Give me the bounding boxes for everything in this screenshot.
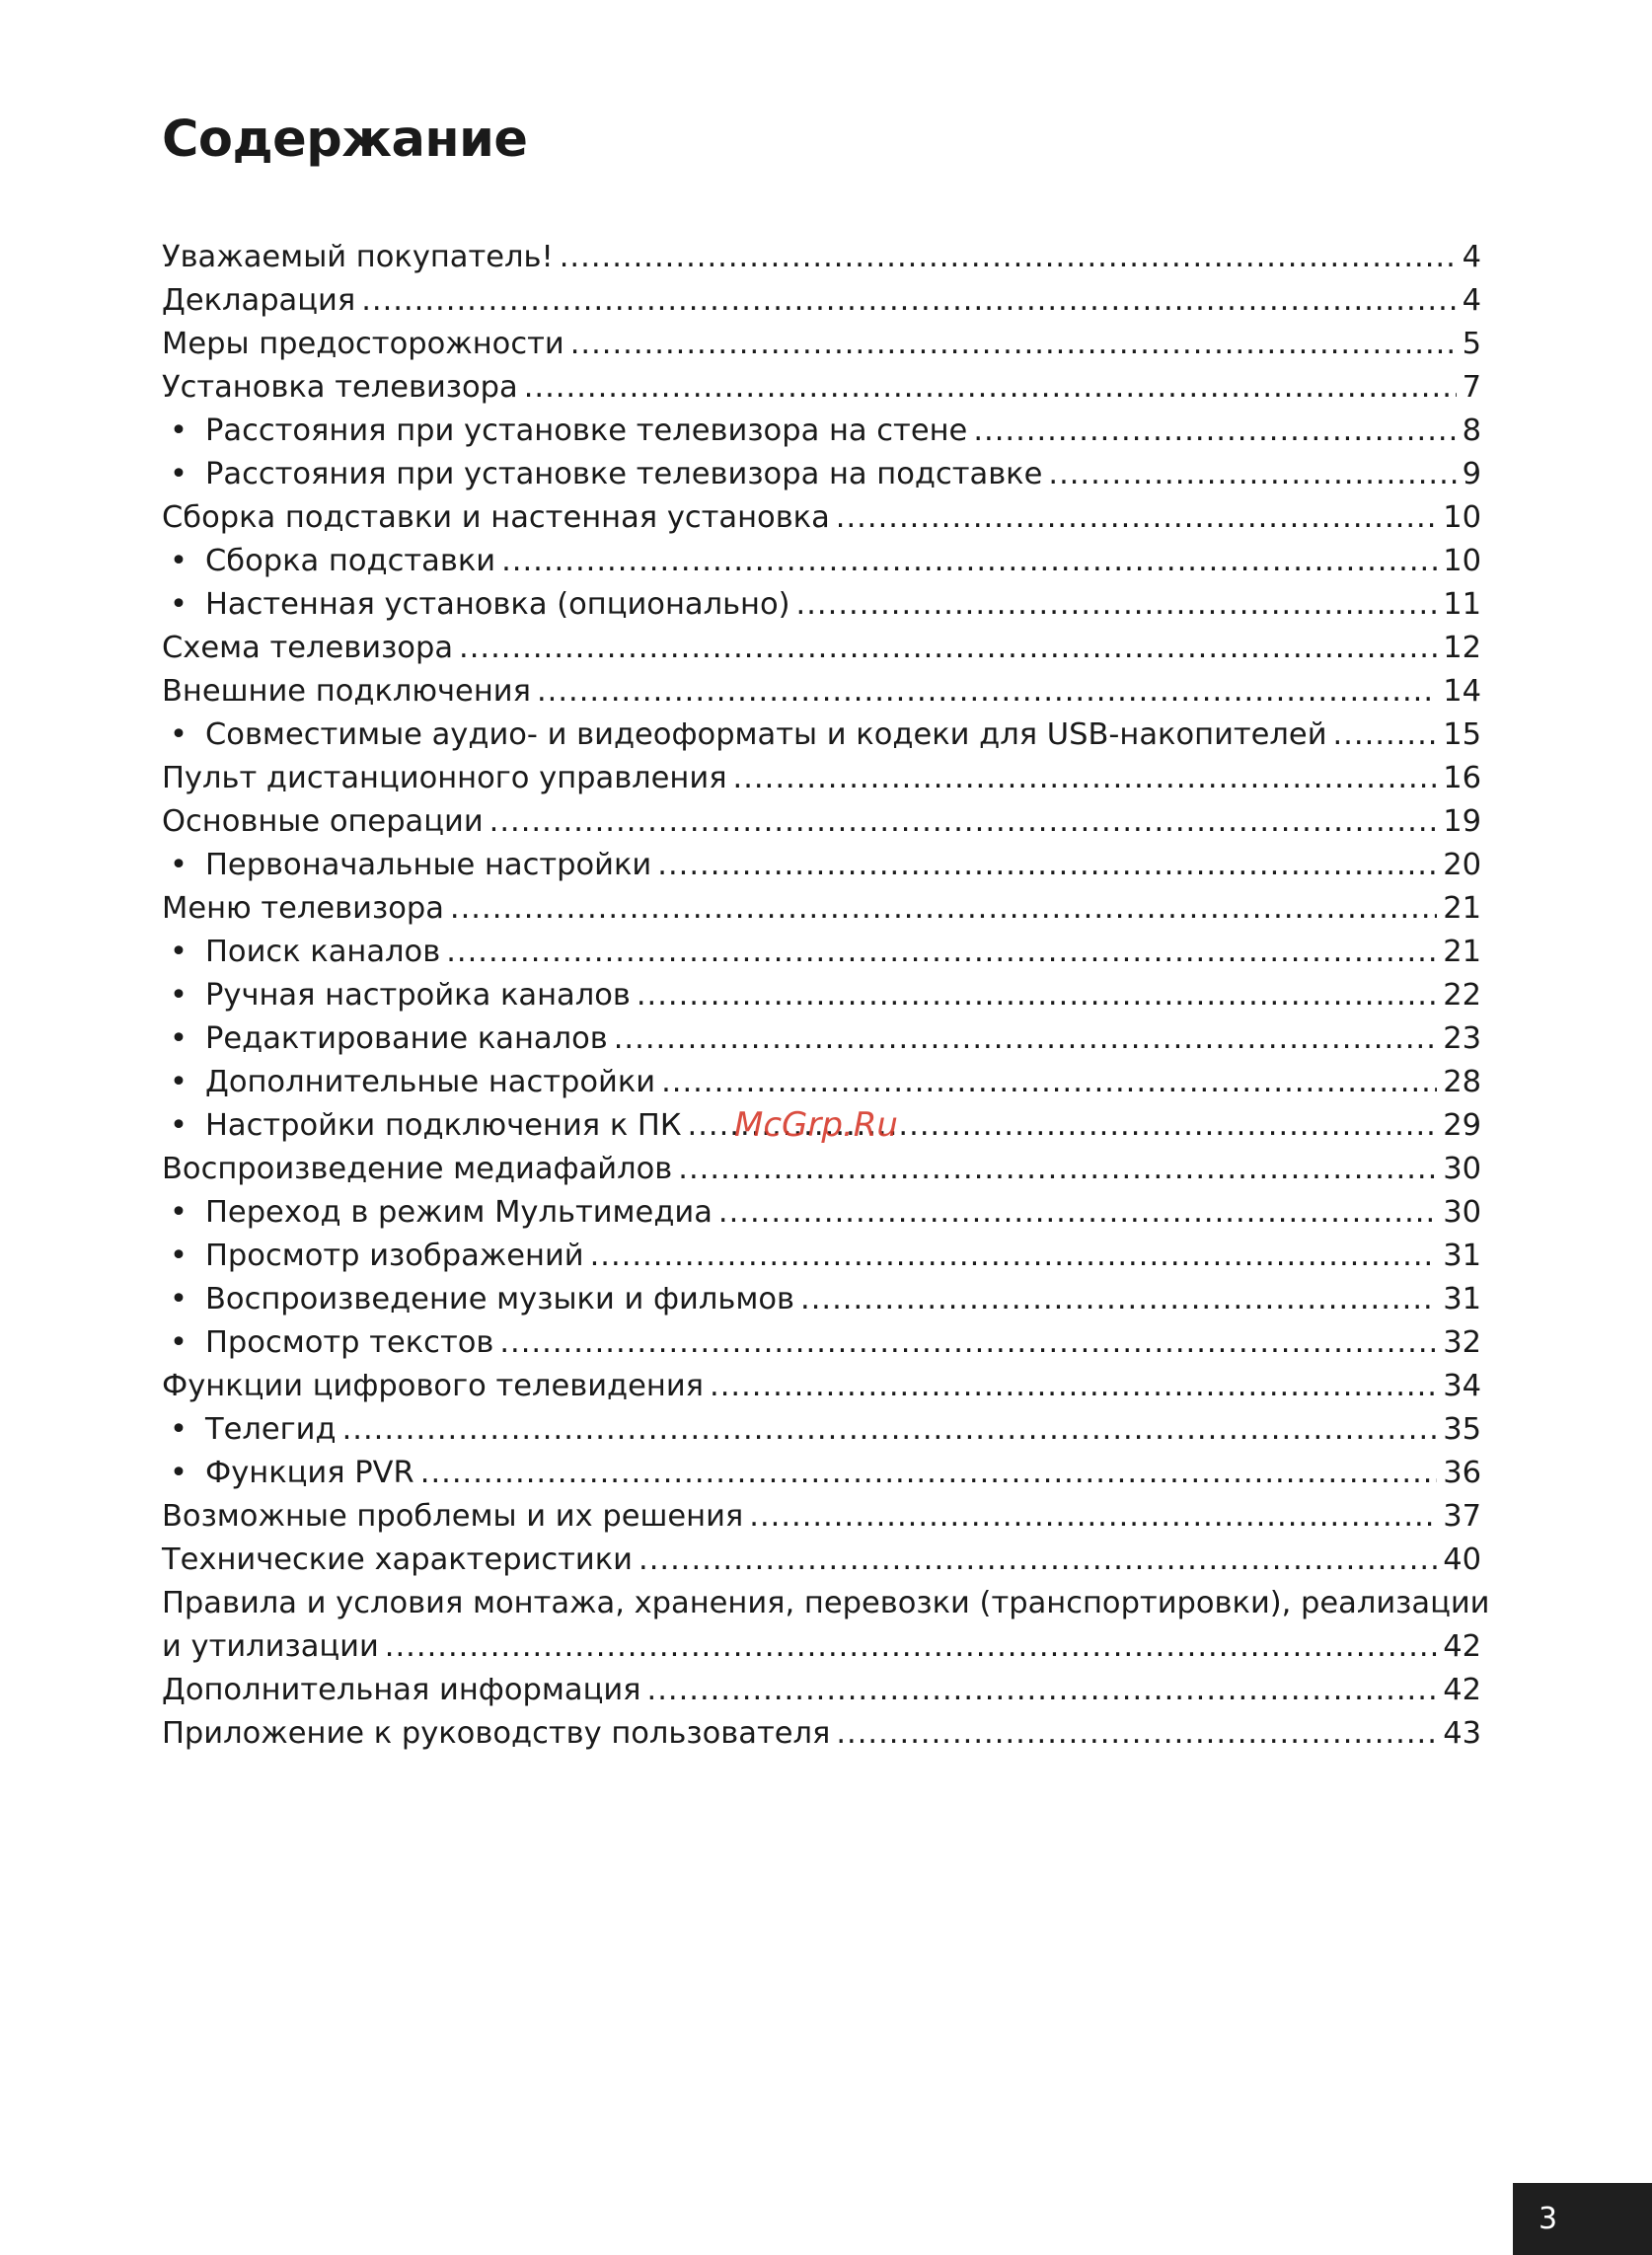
dot-leader (638, 1539, 1437, 1582)
dot-leader (342, 1408, 1438, 1452)
toc-entry[interactable] (162, 1582, 1490, 1625)
toc-page-number: 36 (1443, 1456, 1481, 1490)
table-of-contents (162, 236, 1490, 1756)
dot-leader (661, 1061, 1437, 1104)
toc-entry[interactable] (162, 757, 1481, 800)
toc-subentry[interactable] (162, 583, 1481, 627)
toc-entry[interactable] (162, 1712, 1481, 1756)
toc-entry-text: Меню телевизора (162, 891, 444, 926)
toc-entry-label (162, 1582, 1490, 1625)
dot-leader (800, 1278, 1437, 1321)
dot-leader (570, 323, 1457, 366)
toc-entry-text: Совместимые аудио- и видеоформаты и кодеки для USB-накопителей (205, 717, 1327, 752)
toc-entry-label (162, 974, 631, 1017)
toc-entry[interactable] (162, 1495, 1481, 1539)
toc-entry-text: Приложение к руководству пользователя (162, 1716, 831, 1751)
toc-page-number: 10 (1443, 544, 1481, 578)
toc-entry-label (162, 1104, 682, 1148)
toc-page-number: 32 (1443, 1325, 1481, 1360)
toc-page-number: 42 (1443, 1673, 1481, 1707)
toc-entry-label (162, 1539, 633, 1582)
bullet-icon: • (170, 1239, 188, 1273)
toc-page-number: 42 (1443, 1629, 1481, 1664)
bullet-icon: • (170, 1108, 188, 1143)
bullet-icon: • (170, 935, 188, 969)
bullet-icon: • (170, 1065, 188, 1099)
dot-leader (499, 1321, 1437, 1365)
toc-entry-label (162, 1712, 830, 1756)
toc-entry-text: Дополнительная информация (162, 1673, 641, 1707)
toc-entry-text: Технические характеристики (162, 1542, 633, 1577)
toc-page-number: 23 (1443, 1021, 1481, 1056)
bullet-icon: • (170, 1195, 188, 1230)
toc-subentry[interactable] (162, 714, 1481, 757)
dot-leader (733, 757, 1438, 800)
toc-page-number: 16 (1443, 761, 1481, 795)
toc-entry-label (162, 1625, 379, 1669)
dot-leader (647, 1669, 1438, 1712)
dot-leader (657, 844, 1437, 887)
toc-entry-text: Редактирование каналов (205, 1021, 608, 1056)
toc-page-number: 11 (1443, 587, 1481, 622)
toc-subentry[interactable] (162, 1408, 1481, 1452)
toc-entry[interactable] (162, 800, 1481, 844)
dot-leader (537, 670, 1437, 714)
toc-page-number: 31 (1443, 1282, 1481, 1316)
toc-page-number: 43 (1443, 1716, 1481, 1751)
dot-leader (718, 1191, 1437, 1235)
toc-page-number: 10 (1443, 500, 1481, 535)
toc-entry-label (162, 1452, 414, 1495)
dot-leader (678, 1148, 1437, 1191)
bullet-icon: • (170, 1325, 188, 1360)
toc-entry[interactable] (162, 279, 1481, 323)
toc-entry-text: Функция PVR (205, 1456, 414, 1490)
bullet-icon: • (170, 587, 188, 622)
toc-entry-label (162, 887, 444, 931)
toc-page-number: 12 (1443, 631, 1481, 665)
toc-entry[interactable] (162, 366, 1481, 410)
toc-entry-text: Настенная установка (опционально) (205, 587, 790, 622)
page-title: Содержание (162, 111, 528, 169)
bullet-icon: • (170, 457, 188, 491)
dot-leader (590, 1235, 1438, 1278)
toc-entry-label (162, 1669, 641, 1712)
toc-page-number: 28 (1443, 1065, 1481, 1099)
dot-leader (796, 583, 1438, 627)
toc-entry-text: Схема телевизора (162, 631, 454, 665)
dot-leader (637, 974, 1437, 1017)
toc-entry-label (162, 453, 1042, 496)
toc-entry-label (162, 931, 440, 974)
toc-subentry[interactable] (162, 410, 1481, 453)
dot-leader (973, 410, 1456, 453)
toc-page-number: 37 (1443, 1499, 1481, 1534)
toc-page-number: 19 (1443, 804, 1481, 839)
toc-entry[interactable] (162, 323, 1481, 366)
toc-subentry[interactable] (162, 931, 1481, 974)
toc-entry-label (162, 279, 355, 323)
toc-page-number: 9 (1462, 457, 1481, 491)
bullet-icon: • (170, 1282, 188, 1316)
toc-subentry[interactable] (162, 1235, 1481, 1278)
toc-page-number: 21 (1443, 891, 1481, 926)
dot-leader (836, 1712, 1437, 1756)
dot-leader (836, 496, 1437, 540)
toc-page-number: 40 (1443, 1542, 1481, 1577)
toc-entry-label (162, 757, 727, 800)
toc-entry[interactable] (162, 496, 1481, 540)
toc-subentry[interactable] (162, 1278, 1481, 1321)
toc-entry-text: Пульт дистанционного управления (162, 761, 727, 795)
toc-subentry[interactable] (162, 974, 1481, 1017)
toc-entry-label (162, 323, 564, 366)
toc-entry-text: Сборка подставки и настенная установка (162, 500, 830, 535)
toc-entry-label (162, 800, 484, 844)
toc-entry-text: Меры предосторожности (162, 327, 564, 361)
dot-leader (501, 540, 1437, 583)
toc-entry-label (162, 496, 830, 540)
toc-entry-text: Просмотр текстов (205, 1325, 494, 1360)
toc-entry-text: Воспроизведение медиафайлов (162, 1152, 673, 1186)
toc-page-number: 34 (1443, 1369, 1481, 1403)
toc-page-number: 29 (1443, 1108, 1481, 1143)
dot-leader (749, 1495, 1437, 1539)
toc-entry-label (162, 1408, 337, 1452)
bullet-icon: • (170, 848, 188, 882)
toc-subentry[interactable] (162, 1061, 1481, 1104)
toc-entry-text: Телегид (205, 1412, 337, 1447)
toc-page-number: 22 (1443, 978, 1481, 1013)
toc-subentry[interactable] (162, 453, 1481, 496)
dot-leader (524, 366, 1457, 410)
toc-entry-label (162, 1148, 672, 1191)
toc-page-number: 8 (1462, 413, 1481, 448)
toc-entry-text: Поиск каналов (205, 935, 441, 969)
toc-entry-text: Декларация (162, 283, 356, 318)
toc-entry-text: и утилизации (162, 1629, 379, 1664)
toc-entry-label (162, 1235, 584, 1278)
watermark: McGrp.Ru (734, 1105, 898, 1145)
toc-entry-label (162, 714, 1327, 757)
toc-page-number: 35 (1443, 1412, 1481, 1447)
toc-entry[interactable] (162, 1365, 1481, 1408)
toc-entry[interactable] (162, 1539, 1481, 1582)
toc-entry-text: Сборка подставки (205, 544, 496, 578)
toc-entry-text: Воспроизведение музыки и фильмов (205, 1282, 794, 1316)
toc-entry-text: Расстояния при установке телевизора на стене (205, 413, 968, 448)
toc-entry[interactable] (162, 236, 1481, 279)
toc-entry-text: Установка телевизора (162, 370, 518, 405)
toc-page-number: 31 (1443, 1239, 1481, 1273)
dot-leader (361, 279, 1456, 323)
toc-entry-text: Первоначальные настройки (205, 848, 652, 882)
toc-entry-text: Возможные проблемы и их решения (162, 1499, 744, 1534)
toc-entry-text: Дополнительные настройки (205, 1065, 656, 1099)
dot-leader (1333, 714, 1438, 757)
toc-page-number: 30 (1443, 1152, 1481, 1186)
toc-page-number: 30 (1443, 1195, 1481, 1230)
toc-entry[interactable] (162, 1625, 1481, 1669)
dot-leader (385, 1625, 1437, 1669)
toc-page-number: 15 (1443, 717, 1481, 752)
toc-entry-label (162, 1321, 493, 1365)
dot-leader (450, 887, 1437, 931)
bullet-icon: • (170, 1456, 188, 1490)
toc-page-number: 20 (1443, 848, 1481, 882)
toc-entry-label (162, 1278, 794, 1321)
toc-entry-label (162, 670, 531, 714)
toc-entry-label (162, 1061, 655, 1104)
bullet-icon: • (170, 544, 188, 578)
toc-subentry[interactable] (162, 1017, 1481, 1061)
page-number-badge (1513, 2183, 1652, 2255)
toc-entry[interactable] (162, 627, 1481, 670)
toc-subentry[interactable] (162, 1452, 1481, 1495)
toc-page-number: 4 (1462, 283, 1481, 318)
bullet-icon: • (170, 413, 188, 448)
toc-page-number: 14 (1443, 674, 1481, 709)
dot-leader (489, 800, 1438, 844)
toc-entry-text: Ручная настройка каналов (205, 978, 631, 1013)
toc-entry[interactable] (162, 1148, 1481, 1191)
toc-entry-text: Функции цифрового телевидения (162, 1369, 705, 1403)
toc-entry-label (162, 366, 518, 410)
bullet-icon: • (170, 978, 188, 1013)
toc-entry-text: Настройки подключения к ПК (205, 1108, 682, 1143)
toc-entry[interactable] (162, 887, 1481, 931)
toc-page-number: 21 (1443, 935, 1481, 969)
toc-entry-text: Переход в режим Мультимедиа (205, 1195, 713, 1230)
toc-entry-text: Правила и условия монтажа, хранения, перевозки (транспортировки), реализации (162, 1586, 1490, 1620)
dot-leader (560, 236, 1457, 279)
dot-leader (459, 627, 1437, 670)
dot-leader (710, 1365, 1437, 1408)
toc-subentry[interactable] (162, 1191, 1481, 1235)
dot-leader (614, 1017, 1437, 1061)
toc-page-number: 7 (1462, 370, 1481, 405)
toc-entry-label (162, 236, 554, 279)
toc-entry-label (162, 627, 453, 670)
bullet-icon: • (170, 1021, 188, 1056)
toc-page-number: 5 (1462, 327, 1481, 361)
toc-entry-label (162, 540, 495, 583)
page-number: 3 (1539, 2202, 1558, 2236)
toc-subentry[interactable] (162, 844, 1481, 887)
toc-entry-label (162, 1017, 608, 1061)
toc-subentry[interactable] (162, 540, 1481, 583)
toc-entry-text: Расстояния при установке телевизора на подставке (205, 457, 1043, 491)
toc-subentry[interactable] (162, 1321, 1481, 1365)
toc-entry[interactable] (162, 1669, 1481, 1712)
toc-entry-label (162, 844, 651, 887)
toc-entry-label (162, 1365, 704, 1408)
toc-entry-label (162, 583, 790, 627)
toc-entry-text: Основные операции (162, 804, 484, 839)
toc-entry-text: Внешние подключения (162, 674, 531, 709)
toc-page-number: 4 (1462, 240, 1481, 274)
toc-entry-label (162, 1495, 743, 1539)
toc-entry[interactable] (162, 670, 1481, 714)
toc-entry-text: Просмотр изображений (205, 1239, 584, 1273)
bullet-icon: • (170, 1412, 188, 1447)
toc-entry-label (162, 1191, 713, 1235)
toc-entry-text: Уважаемый покупатель! (162, 240, 554, 274)
dot-leader (1048, 453, 1456, 496)
dot-leader (420, 1452, 1437, 1495)
dot-leader (446, 931, 1437, 974)
toc-entry-label (162, 410, 967, 453)
bullet-icon: • (170, 717, 188, 752)
